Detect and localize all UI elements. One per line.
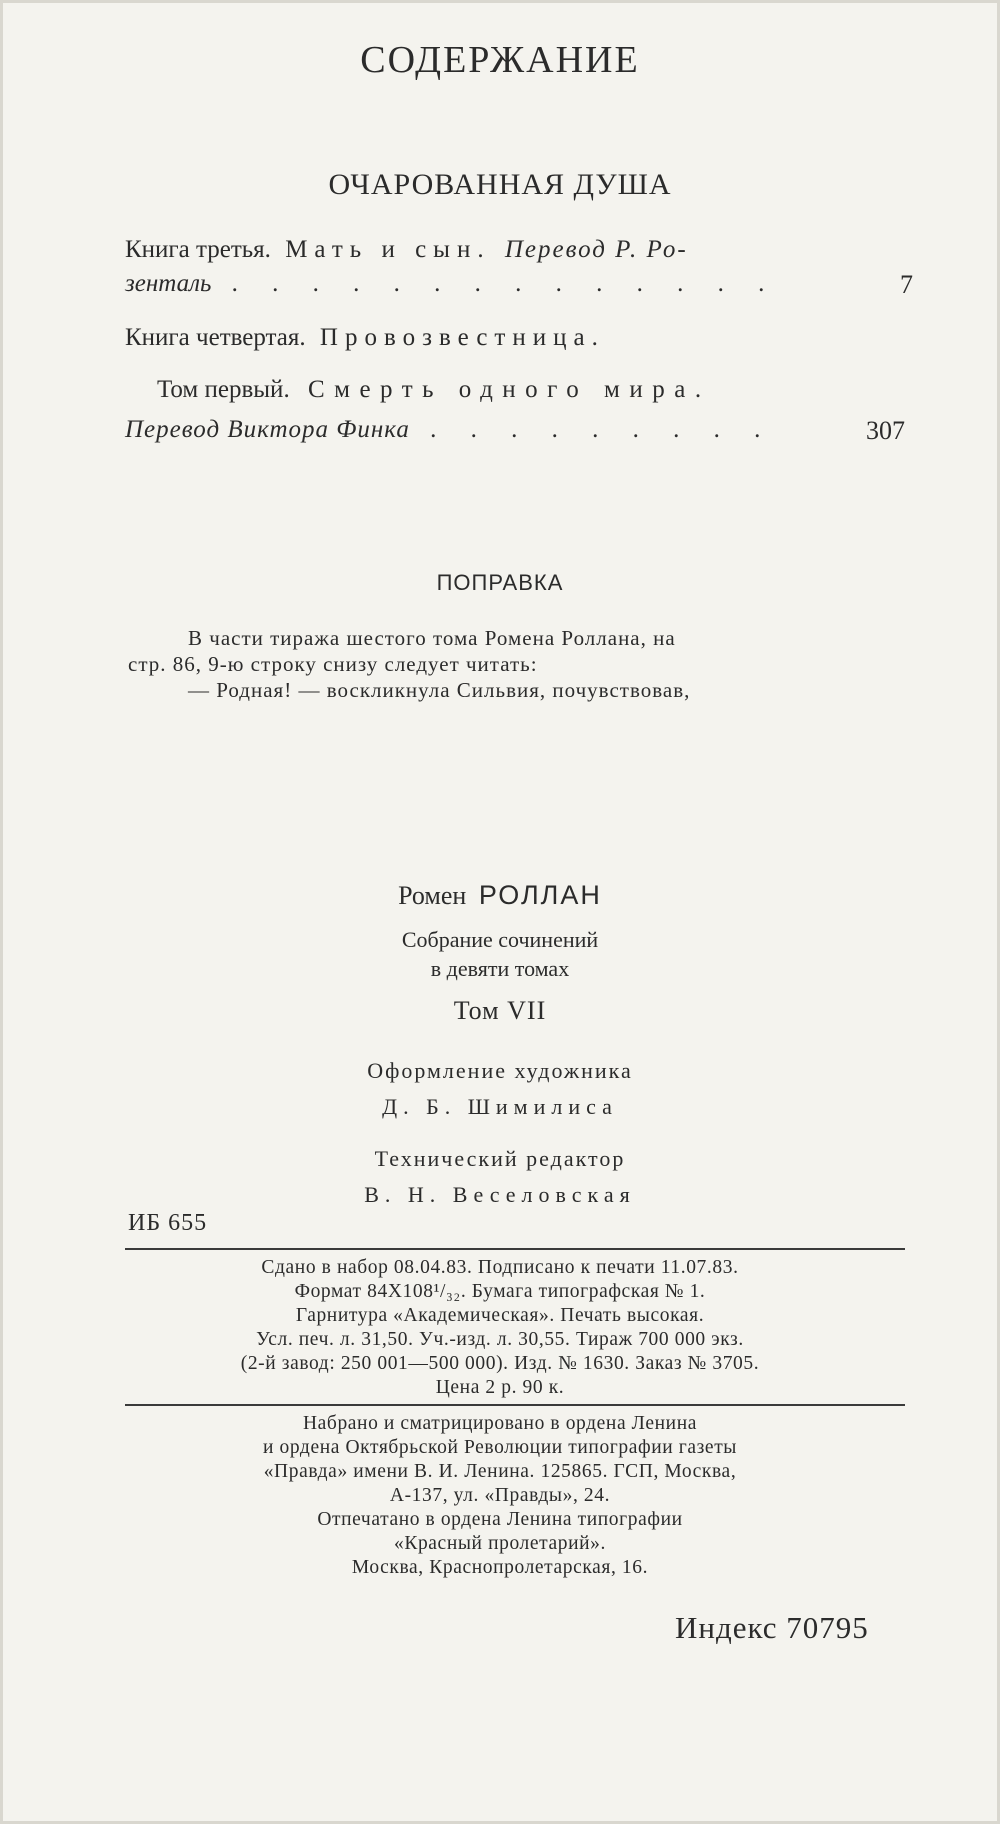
toc-leader-dots: . . . . . . . . . . . . . . xyxy=(231,270,779,297)
printer-detail-line: Отпечатано в ордена Ленина типографии xyxy=(317,1509,683,1530)
toc-entry-vol1-line2 xyxy=(125,416,774,444)
design-label: Оформление художника xyxy=(367,1058,633,1083)
ib-number: ИБ 655 xyxy=(128,1210,208,1236)
toc-book-label: Книга четвертая. xyxy=(125,324,306,351)
toc-book-name: Провозвестница. xyxy=(319,324,605,351)
toc-translator-cont: зенталь xyxy=(125,270,212,297)
print-detail-line: (2-й завод: 250 001—500 000). Изд. № 1630. Заказ № 3705. xyxy=(240,1353,760,1374)
correction-line: В части тиража шестого тома Ромена Роллана, на xyxy=(188,626,676,650)
print-detail-line: Усл. печ. л. 31,50. Уч.-изд. л. 30,55. Тираж 700 000 экз. xyxy=(256,1329,744,1350)
author-name xyxy=(0,880,1000,911)
author-last-name: РОЛЛАН xyxy=(478,880,602,910)
divider-rule xyxy=(125,1248,905,1250)
volume-number: Том VII xyxy=(453,996,547,1025)
print-detail-line: Сдано в набор 08.04.83. Подписано к печати 11.07.83. xyxy=(261,1257,739,1278)
correction-line: — Родная! — воскликнула Сильвия, почувствовав, xyxy=(188,678,691,702)
work-title: ОЧАРОВАННАЯ ДУША xyxy=(328,168,672,201)
printer-detail-line: «Правда» имени В. И. Ленина. 125865. ГСП, Москва, xyxy=(263,1461,737,1482)
price-line: Цена 2 р. 90 к. xyxy=(435,1377,565,1398)
designer-name: Д. Б. Шимилиса xyxy=(382,1094,618,1119)
toc-volume-label: Том первый. xyxy=(157,376,290,403)
toc-entry-book4 xyxy=(125,324,605,352)
toc-volume-name: Смерть одного мира. xyxy=(307,376,711,403)
index-number: Индекс 70795 xyxy=(675,1610,869,1645)
toc-entry-book3-line1 xyxy=(125,236,688,264)
collection-title: Собрание сочинений xyxy=(401,927,599,952)
contents-title: СОДЕРЖАНИЕ xyxy=(360,39,640,81)
printer-detail-line: Набрано и сматрицировано в ордена Ленина xyxy=(302,1413,697,1434)
print-detail-line: Гарнитура «Академическая». Печать высокая. xyxy=(295,1305,705,1326)
correction-title: ПОПРАВКА xyxy=(436,570,564,595)
tech-editor-label: Технический редактор xyxy=(374,1146,626,1171)
toc-entry-book3-line2 xyxy=(125,270,778,298)
printer-detail-line: А-137, ул. «Правды», 24. xyxy=(389,1485,611,1506)
printer-detail-line: и ордена Октябрьской Революции типографии газеты xyxy=(262,1437,738,1458)
toc-book-label: Книга третья. xyxy=(125,236,271,263)
toc-leader-dots: . . . . . . . . . xyxy=(430,416,775,443)
toc-page-number: 307 xyxy=(866,416,905,445)
collection-subtitle: в девяти томах xyxy=(430,956,570,981)
toc-translator: Перевод Р. Ро- xyxy=(504,236,688,263)
tech-editor-name: В. Н. Веселовская xyxy=(364,1182,636,1207)
toc-translator: Перевод Виктора Финка xyxy=(125,416,410,443)
printer-detail-line: «Красный пролетарий». xyxy=(394,1533,606,1554)
toc-book-name: Мать и сын. xyxy=(285,236,491,263)
divider-rule xyxy=(125,1404,905,1406)
printer-detail-line: Москва, Краснопролетарская, 16. xyxy=(351,1557,649,1578)
print-detail-line: Формат 84Х108¹/₃₂. Бумага типографская № 1. xyxy=(294,1281,706,1302)
author-first-name: Ромен xyxy=(398,881,467,910)
correction-line: стр. 86, 9-ю строку снизу следует читать: xyxy=(128,652,538,676)
toc-page-number: 7 xyxy=(900,270,913,299)
toc-entry-vol1-line1 xyxy=(157,376,711,404)
